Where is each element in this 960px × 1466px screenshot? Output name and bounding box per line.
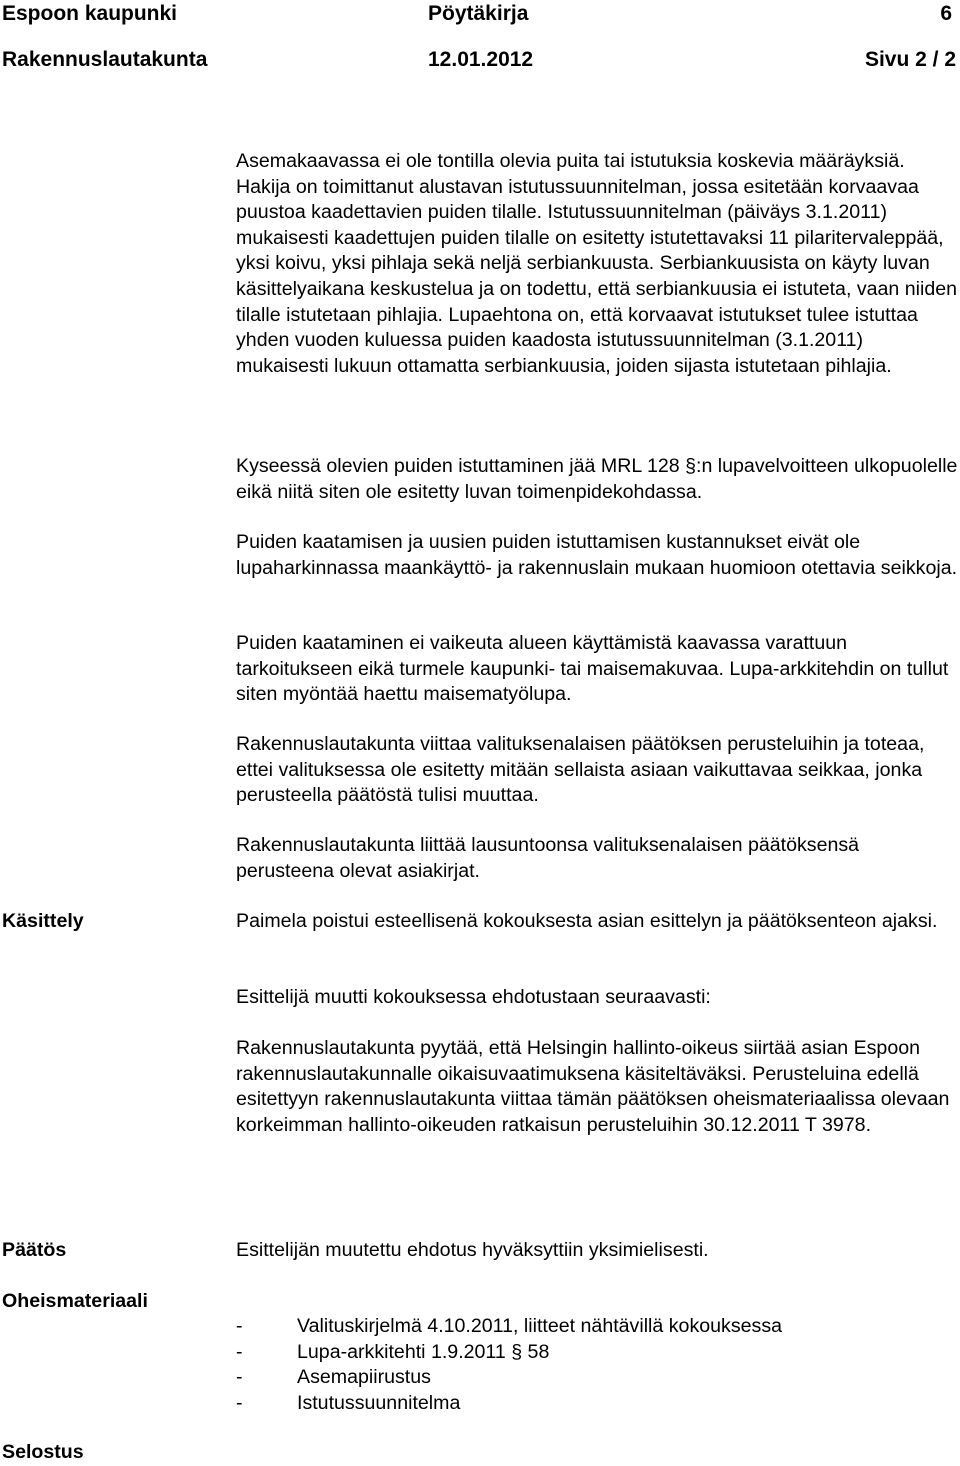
body-paragraph-5: Rakennuslautakunta viittaa valituksenalaisen päätöksen perusteluihin ja toteaa, ettei valituksessa ole esitetty mitään sellaista asiaan vaikuttavaa seikkaa, jonka perusteella päätöstä tulisi muuttaa.	[236, 733, 925, 807]
list-bullet: -	[236, 1366, 243, 1389]
header-section-number: 6	[940, 2, 952, 25]
section-label-paatos: Päätös	[2, 1239, 67, 1261]
list-bullet: -	[236, 1315, 243, 1337]
list-bullet: -	[236, 1391, 243, 1414]
kasittely-paragraph-3: Rakennuslautakunta pyytää, että Helsingin hallinto-oikeus siirtää asian Espoon rakennuslautakunnalle oikaisuvaatimuksena käsiteltäväksi. Perusteluina edellä esitettyyn rakennuslautakunta viittaa tämän päätöksen oheismateriaalissa olevaan korkeimman hallinto-oikeuden ratkaisun perusteluihin 30.12.2011 T 3978.	[236, 1037, 950, 1136]
list-item	[236, 1365, 936, 1391]
list-item-text: Istutussuunnitelma	[297, 1391, 461, 1414]
list-item	[236, 1391, 936, 1417]
list-item	[236, 1340, 936, 1366]
list-item	[236, 1314, 936, 1340]
list-item-text: Asemapiirustus	[297, 1366, 431, 1389]
header-org: Espoon kaupunki	[2, 2, 178, 25]
header-page-info: Sivu 2 / 2	[864, 48, 956, 71]
body-paragraph-2: Kyseessä olevien puiden istuttaminen jää MRL 128 §:n lupavelvoitteen ulkopuolelle eikä niitä siten ole esitetty luvan toimenpidekohdassa.	[236, 455, 958, 503]
body-paragraph-6: Rakennuslautakunta liittää lausuntoonsa valituksenalaisen päätöksensä perusteena olevat asiakirjat.	[236, 834, 860, 882]
header-doc-type: Pöytäkirja	[428, 2, 529, 25]
body-paragraph-3: Puiden kaatamisen ja uusien puiden istuttamisen kustannukset eivät ole lupaharkinnassa maankäyttö- ja rakennuslain mukaan huomioon otettavia seikkoja.	[236, 531, 958, 579]
section-label-selostus: Selostus	[2, 1441, 84, 1463]
kasittely-paragraph-2: Esittelijä muutti kokouksessa ehdotustaan seuraavasti:	[236, 986, 711, 1008]
paatos-text: Esittelijän muutettu ehdotus hyväksyttiin yksimielisesti.	[236, 1239, 709, 1261]
section-label-kasittely: Käsittely	[2, 910, 84, 932]
body-paragraph-1: Asemakaavassa ei ole tontilla olevia puita tai istutuksia koskevia määräyksiä. Hakija on toimittanut alustavan istutussuunnitelman, jossa esitetään korvaavaa puustoa kaadettavien puiden tilalle. Istutussuunnitelman (päiväys 3.1.2011) mukaisesti kaadettujen puiden tilalle on esitetty istutettavaksi 11 pilaritervaleppää, yksi koivu, yksi pihlaja sekä neljä serbiankuusta. Serbiankuusista on käyty luvan käsittelyaikana keskustelua ja on todettu, että serbiankuusia ei istuteta, vaan niiden tilalle istutetaan pihlajia. Lupaehtona on, että korvaavat istutukset tulee istuttaa yhden vuoden kuluessa puiden kaadosta istutussuunnitelman (3.1.2011) mukaisesti lukuun ottamatta serbiankuusia, joiden sijasta istutetaan pihlajia.	[236, 150, 958, 377]
oheismateriaali-list	[236, 1314, 936, 1416]
list-item-text: Valituskirjelmä 4.10.2011, liitteet nähtävillä kokouksessa	[297, 1315, 783, 1337]
kasittely-paragraph-1: Paimela poistui esteellisenä kokouksesta asian esittelyn ja päätöksenteon ajaksi.	[236, 910, 938, 932]
list-item-text: Lupa-arkkitehti 1.9.2011 § 58	[297, 1340, 550, 1363]
body-paragraph-4: Puiden kaataminen ei vaikeuta alueen käyttämistä kaavassa varattuun tarkoitukseen eikä turmele kaupunki- tai maisemakuvaa. Lupa-arkkitehdin on tullut siten myöntää haettu maisematyölupa.	[236, 632, 949, 706]
list-bullet: -	[236, 1340, 243, 1363]
section-label-oheismateriaali: Oheismateriaali	[2, 1290, 148, 1312]
header-date: 12.01.2012	[428, 48, 534, 71]
header-board: Rakennuslautakunta	[2, 48, 208, 71]
